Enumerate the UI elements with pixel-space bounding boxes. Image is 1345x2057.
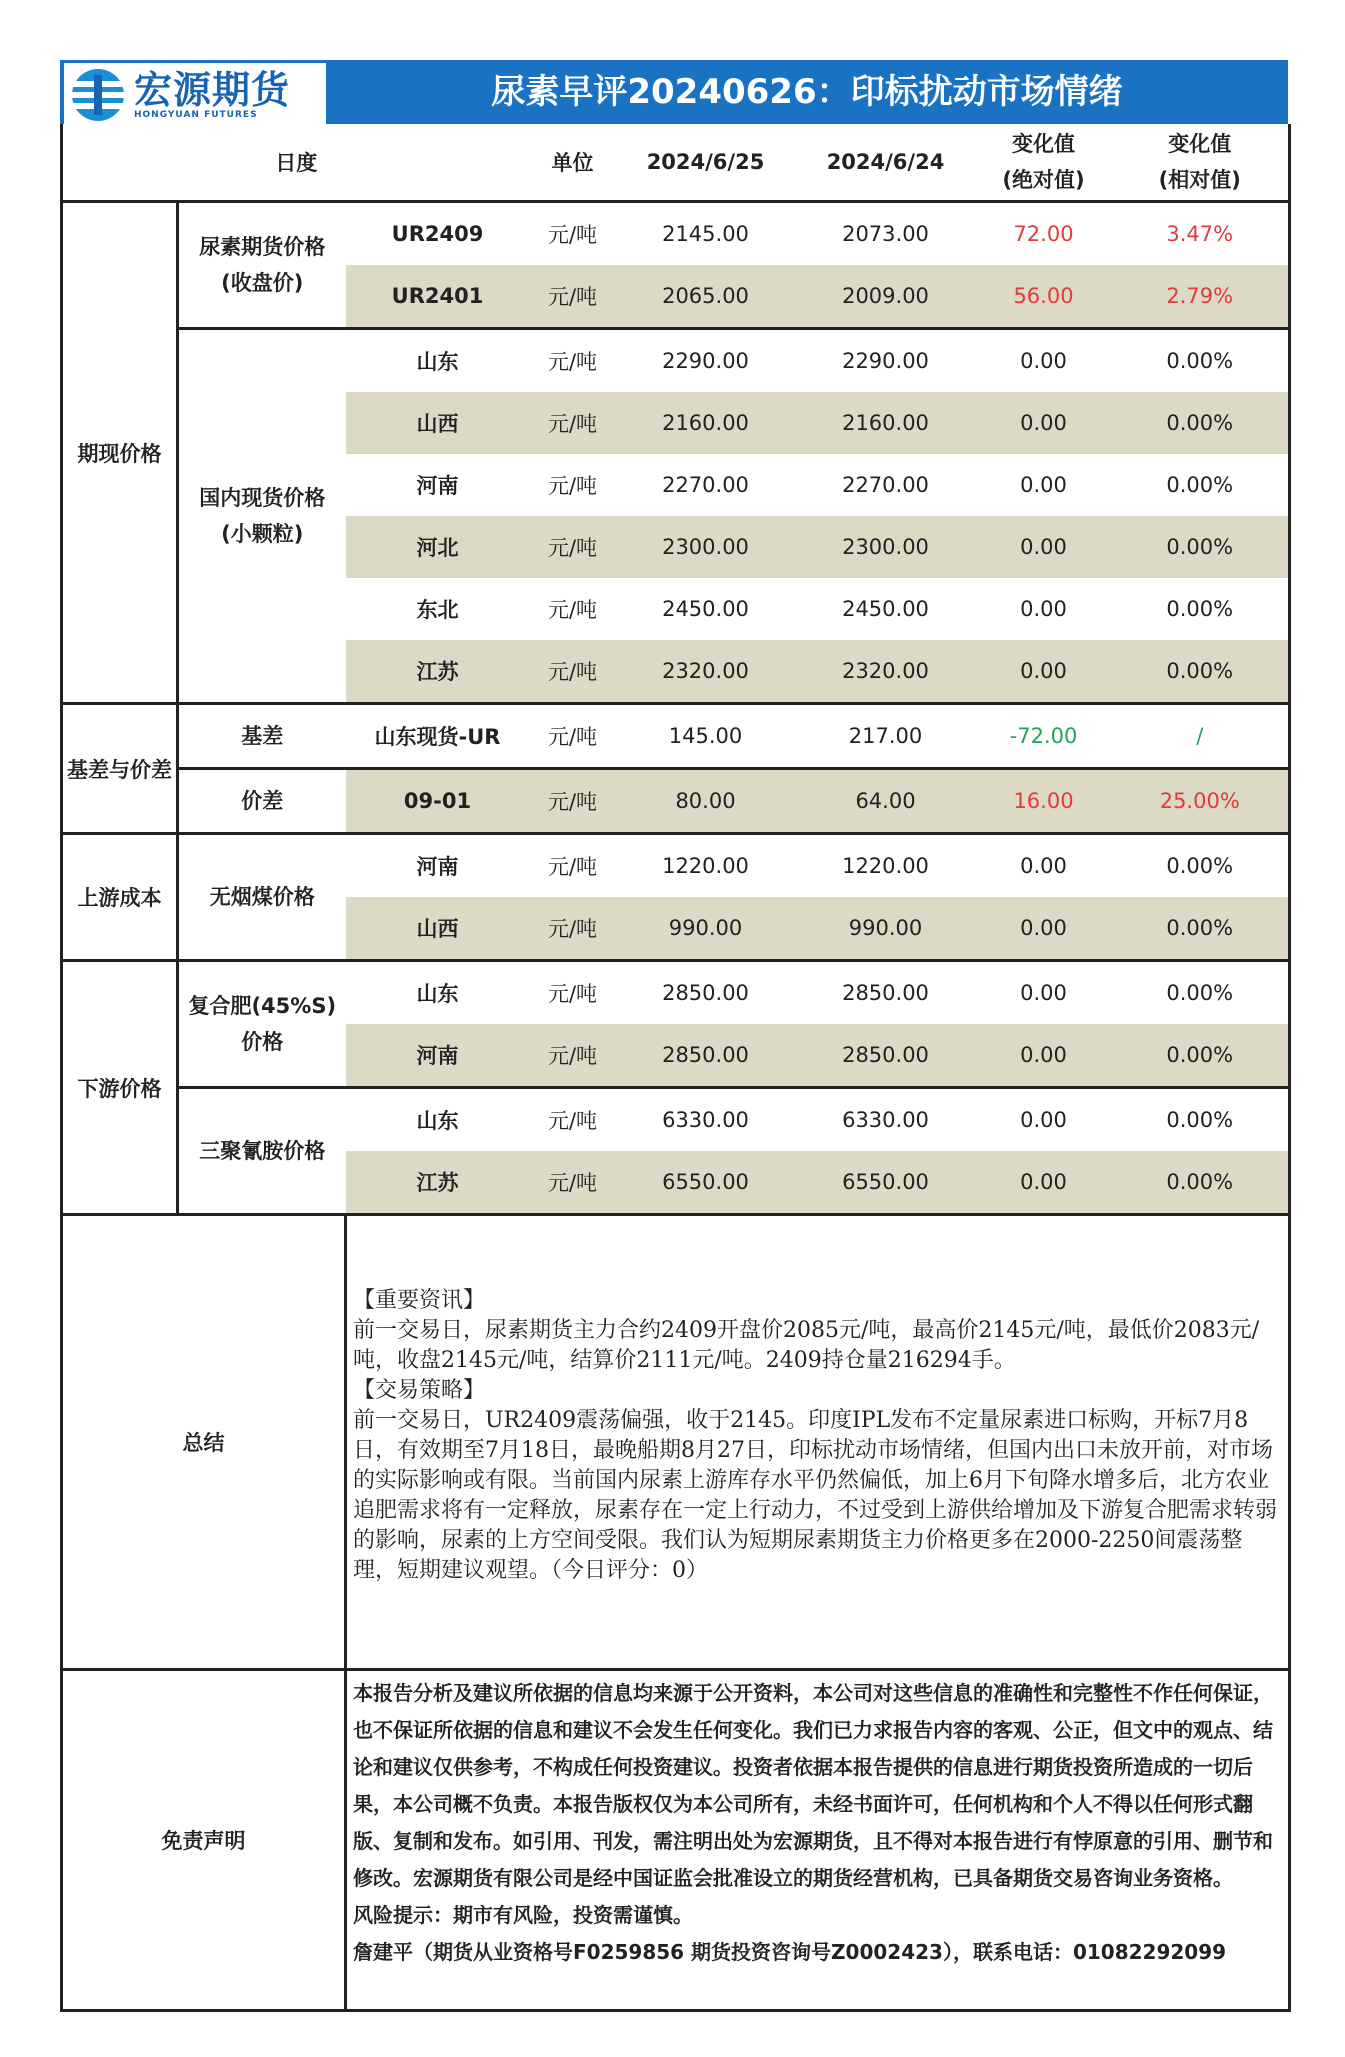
row-change-abs: 56.00	[976, 265, 1112, 329]
row-change-rel: 25.00%	[1112, 769, 1290, 834]
row-value-0624: 2073.00	[842, 222, 929, 246]
row-change-rel: 2.79%	[1112, 265, 1290, 329]
row-change-abs: 0.00	[976, 516, 1112, 578]
row-change-abs: 16.00	[976, 769, 1112, 834]
row-item: 山东现货-UR	[346, 704, 530, 769]
table-row	[62, 961, 1290, 1025]
group-label-line: 基差	[241, 724, 284, 748]
row-unit: 元/吨	[547, 1109, 598, 1133]
col-change-rel	[1112, 124, 1290, 202]
row-item: 山东	[416, 982, 459, 1006]
row-value-0624: 2450.00	[842, 597, 929, 621]
row-change-rel: 0.00%	[1112, 897, 1290, 961]
row-change-rel: 0.00%	[1166, 597, 1234, 621]
group-label-line: 价差	[241, 789, 284, 813]
row-change-abs: 0.00	[1020, 473, 1067, 497]
table-header-row	[62, 124, 1290, 202]
group-label-line: 尿素期货价格	[199, 235, 326, 259]
table-row	[62, 1088, 1290, 1152]
row-change-abs: 0.00	[1020, 1108, 1067, 1132]
row-item: UR2401	[346, 265, 530, 329]
row-value-0624: 2300.00	[796, 516, 976, 578]
row-unit: 元/吨	[530, 1024, 616, 1088]
row-value-0624: 2009.00	[796, 265, 976, 329]
row-value-0624: 1220.00	[842, 854, 929, 878]
row-change-abs: 0.00	[1020, 981, 1067, 1005]
disclaimer-paragraph: 本报告分析及建议所依据的信息均来源于公开资料，本公司对这些信息的准确性和完整性不作任何保证，也不保证所依据的信息和建议不会发生任何变化。我们已力求报告内容的客观、公正，但文中的观点、结论和建议仅供参考，不构成任何投资建议。投资者依据本报告提供的信息进行期货投资所造成的一切后果，本公司概不负责。本报告版权仅为本公司所有，未经书面许可，任何机构和个人不得以任何形式翻版、复制和发布。如引用、刊发，需注明出处为宏源期货，且不得对本报告进行有悖原意的引用、删节和修改。宏源期货有限公司是经中国证监会批准设立的期货经营机构，已具备期货交易咨询业务资格。	[353, 1681, 1273, 1890]
col-dimension: 日度	[62, 124, 530, 202]
table-row	[62, 834, 1290, 898]
row-unit: 元/吨	[547, 474, 598, 498]
row-change-rel: 0.00%	[1112, 516, 1290, 578]
disclaimer-paragraph: 风险提示：期市有风险，投资需谨慎。	[353, 1903, 693, 1927]
report	[60, 60, 1288, 2012]
row-item: 江苏	[346, 1151, 530, 1215]
col-change-abs	[976, 124, 1112, 202]
row-item: 江苏	[346, 640, 530, 704]
price-table	[60, 124, 1291, 2012]
row-value-0625: 2290.00	[662, 349, 749, 373]
row-value-0625: 6550.00	[616, 1151, 796, 1215]
row-change-abs: 0.00	[1020, 854, 1067, 878]
section-category: 下游价格	[62, 961, 178, 1215]
row-item: 河北	[346, 516, 530, 578]
summary-paragraph: 【交易策略】	[353, 1378, 486, 1403]
disclaimer-row	[62, 1670, 1290, 2011]
col-unit: 单位	[530, 124, 616, 202]
row-unit: 元/吨	[530, 704, 616, 769]
row-change-rel: 3.47%	[1166, 222, 1234, 246]
row-unit: 元/吨	[547, 223, 598, 247]
row-item: 山东	[416, 350, 459, 374]
row-value-0625: 145.00	[616, 704, 796, 769]
row-change-rel: 0.00%	[1112, 640, 1290, 704]
row-change-rel: 0.00%	[1166, 473, 1234, 497]
row-item: UR2409	[391, 222, 484, 246]
group-label	[178, 961, 346, 1088]
row-item: 山西	[346, 392, 530, 454]
disclaimer-content	[346, 1670, 1290, 2011]
row-value-0624: 2850.00	[796, 1024, 976, 1088]
report-header	[60, 60, 1288, 124]
row-unit: 元/吨	[547, 350, 598, 374]
row-value-0624: 2270.00	[842, 473, 929, 497]
row-unit: 元/吨	[530, 1151, 616, 1215]
group-label-line: 国内现货价格	[199, 486, 326, 510]
row-value-0625: 2850.00	[616, 1024, 796, 1088]
row-value-0624: 2850.00	[842, 981, 929, 1005]
row-unit: 元/吨	[530, 516, 616, 578]
summary-paragraph: 前一交易日，尿素期货主力合约2409开盘价2085元/吨，最高价2145元/吨，最低价2083元/吨，收盘2145元/吨，结算价2111元/吨。2409持仓量216294手。	[353, 1318, 1260, 1373]
col-change-rel-line1: 变化值	[1168, 132, 1232, 156]
row-change-abs: 72.00	[1013, 222, 1074, 246]
row-value-0624: 6330.00	[842, 1108, 929, 1132]
row-item: 山东	[416, 1109, 459, 1133]
row-item: 河南	[416, 855, 459, 879]
row-unit: 元/吨	[530, 640, 616, 704]
group-label-line: 价格	[241, 1030, 284, 1054]
row-change-abs: 0.00	[976, 1151, 1112, 1215]
row-unit: 元/吨	[547, 598, 598, 622]
row-value-0625: 2300.00	[616, 516, 796, 578]
row-value-0625: 2850.00	[662, 981, 749, 1005]
group-label-line: (收盘价)	[221, 271, 304, 295]
row-change-rel: 0.00%	[1112, 392, 1290, 454]
table-row	[62, 329, 1290, 393]
group-label	[178, 769, 346, 834]
section-category: 期现价格	[62, 202, 178, 704]
group-label-line: 三聚氰胺价格	[199, 1139, 326, 1163]
row-unit: 元/吨	[547, 982, 598, 1006]
row-unit: 元/吨	[530, 392, 616, 454]
row-unit: 元/吨	[530, 769, 616, 834]
col-change-rel-line2: (相对值)	[1158, 168, 1241, 192]
col-change-abs-line2: (绝对值)	[1002, 168, 1085, 192]
row-change-rel: 0.00%	[1166, 1108, 1234, 1132]
group-label	[178, 704, 346, 769]
row-change-abs: 0.00	[976, 1024, 1112, 1088]
summary-row	[62, 1215, 1290, 1670]
row-item: 河南	[416, 474, 459, 498]
summary-paragraph: 前一交易日，UR2409震荡偏强，收于2145。印度IPL发布不定量尿素进口标购，开标7月8日，有效期至7月18日，最晚船期8月27日，印标扰动市场情绪，但国内出口未放开前，对市场的实际影响或有限。当前国内尿素上游库存水平仍然偏低，加上6月下旬降水增多后，北方农业追肥需求将有一定释放，尿素存在一定上行动力，不过受到上游供给增加及下游复合肥需求转弱的影响，尿素的上方空间受限。我们认为短期尿素期货主力价格更多在2000-2250间震荡整理，短期建议观望。（今日评分：0）	[353, 1408, 1278, 1583]
row-value-0625: 1220.00	[662, 854, 749, 878]
table-row	[62, 704, 1290, 769]
row-change-abs: 0.00	[1020, 349, 1067, 373]
logo-mark-icon	[70, 67, 126, 123]
group-label	[178, 202, 346, 329]
section-category: 上游成本	[62, 834, 178, 961]
row-change-rel: 0.00%	[1166, 854, 1234, 878]
row-change-abs: -72.00	[976, 704, 1112, 769]
row-change-abs: 0.00	[976, 392, 1112, 454]
row-item: 09-01	[346, 769, 530, 834]
section-category: 基差与价差	[62, 704, 178, 834]
row-value-0624: 990.00	[796, 897, 976, 961]
row-change-abs: 0.00	[976, 640, 1112, 704]
row-value-0625: 2270.00	[662, 473, 749, 497]
row-item: 河南	[346, 1024, 530, 1088]
group-label-line: (小颗粒)	[221, 522, 304, 546]
row-change-abs: 0.00	[976, 897, 1112, 961]
report-title: 尿素早评20240626：印标扰动市场情绪	[491, 72, 1123, 112]
disclaimer-paragraph: 詹建平（期货从业资格号F0259856 期货投资咨询号Z0002423），联系电话：01082292099	[353, 1940, 1227, 1964]
row-value-0624: 2290.00	[842, 349, 929, 373]
row-unit: 元/吨	[530, 897, 616, 961]
logo-name-en: HONGYUAN FUTURES	[134, 110, 258, 120]
company-logo	[64, 63, 326, 127]
col-change-abs-line1: 变化值	[1012, 132, 1075, 156]
row-item: 东北	[416, 598, 459, 622]
row-change-rel: 0.00%	[1166, 349, 1234, 373]
row-value-0625: 2160.00	[616, 392, 796, 454]
row-value-0624: 6550.00	[796, 1151, 976, 1215]
table-row	[62, 769, 1290, 834]
row-change-rel: /	[1112, 704, 1290, 769]
row-unit: 元/吨	[547, 855, 598, 879]
summary-content	[346, 1215, 1290, 1670]
row-value-0625: 2145.00	[662, 222, 749, 246]
row-change-rel: 0.00%	[1166, 981, 1234, 1005]
group-label-line: 无烟煤价格	[209, 885, 315, 909]
col-date2: 2024/6/24	[796, 124, 976, 202]
group-label-line: 复合肥(45%S)	[188, 994, 337, 1018]
table-row	[62, 202, 1290, 266]
row-change-rel: 0.00%	[1112, 1024, 1290, 1088]
row-value-0624: 2160.00	[796, 392, 976, 454]
summary-label: 总结	[62, 1215, 346, 1670]
row-value-0625: 80.00	[616, 769, 796, 834]
row-change-abs: 0.00	[1020, 597, 1067, 621]
row-value-0625: 6330.00	[662, 1108, 749, 1132]
row-value-0624: 2320.00	[796, 640, 976, 704]
col-date1: 2024/6/25	[616, 124, 796, 202]
group-label	[178, 329, 346, 704]
row-value-0624: 217.00	[796, 704, 976, 769]
logo-name-cn: 宏源期货	[134, 68, 291, 112]
group-label	[178, 834, 346, 961]
row-value-0624: 64.00	[796, 769, 976, 834]
row-value-0625: 990.00	[616, 897, 796, 961]
row-unit: 元/吨	[530, 265, 616, 329]
disclaimer-label: 免责声明	[62, 1670, 346, 2011]
row-item: 山西	[346, 897, 530, 961]
row-value-0625: 2320.00	[616, 640, 796, 704]
row-value-0625: 2065.00	[616, 265, 796, 329]
group-label	[178, 1088, 346, 1215]
summary-paragraph: 【重要资讯】	[353, 1288, 486, 1313]
row-change-rel: 0.00%	[1112, 1151, 1290, 1215]
row-value-0625: 2450.00	[662, 597, 749, 621]
